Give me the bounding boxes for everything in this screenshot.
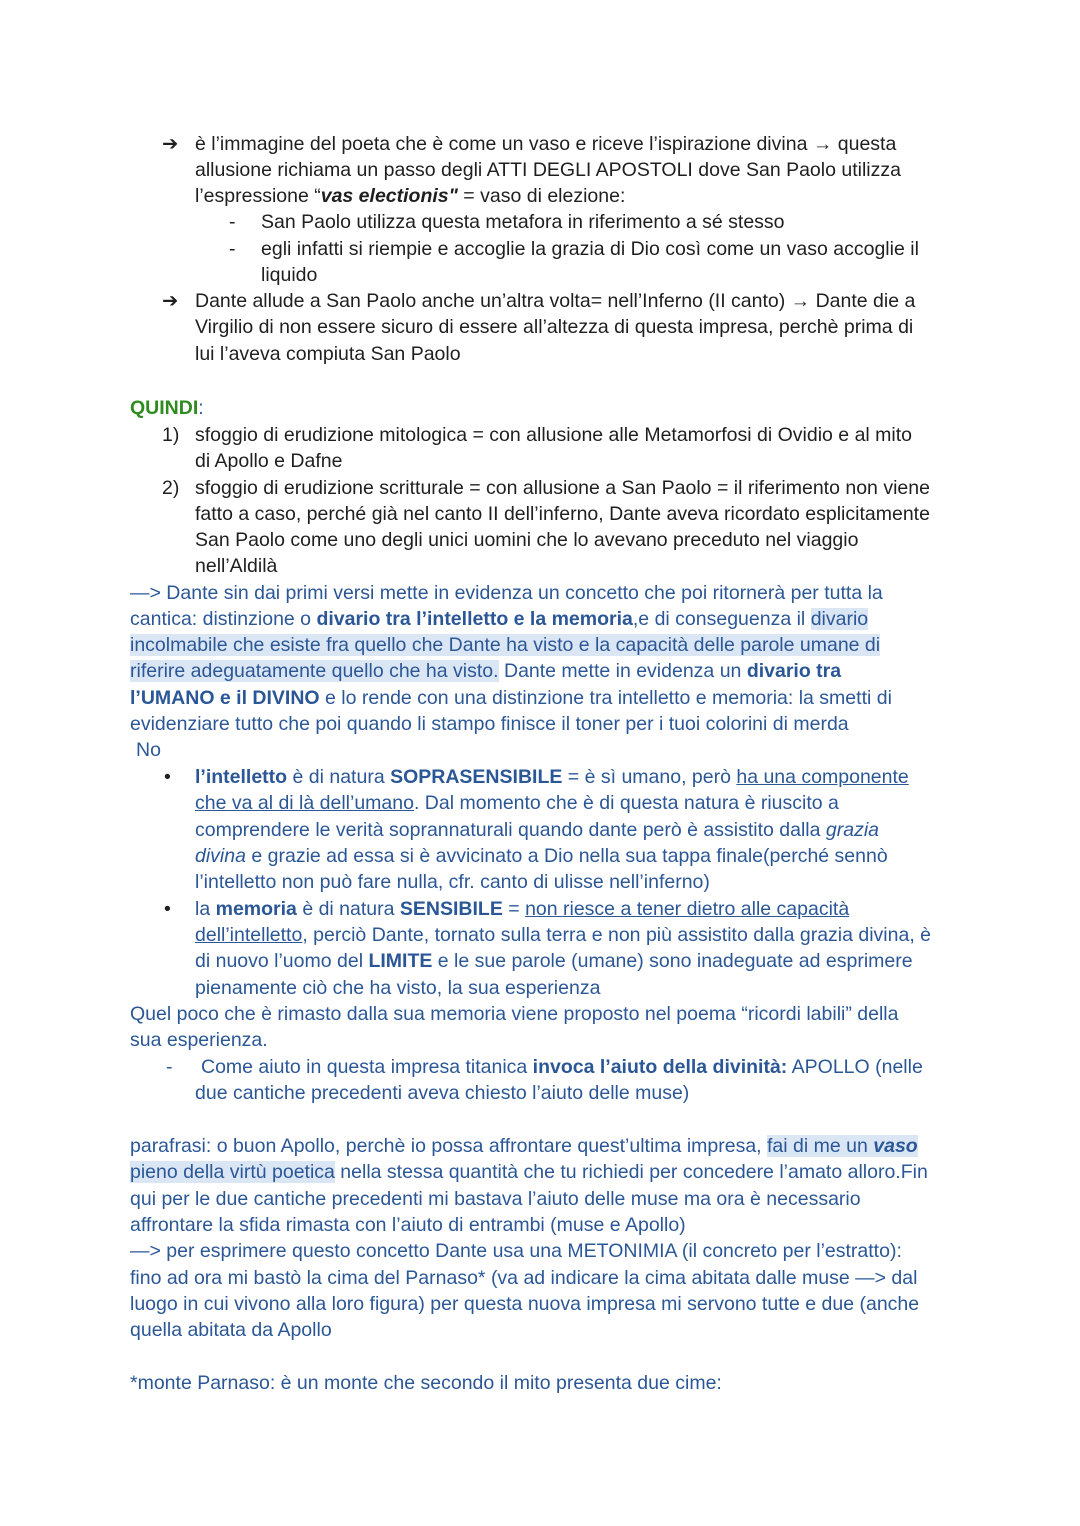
text-line: l’espressione “vas electionis" = vaso di elezione:: [195, 185, 626, 207]
footnote: *monte Parnaso: è un monte che secondo il mito presenta due cime:: [130, 1372, 722, 1394]
text-line: No: [136, 739, 161, 761]
text-line: quella abitata da Apollo: [130, 1319, 332, 1341]
text-line: fino ad ora mi bastò la cima del Parnaso* (va ad indicare la cima abitata dalle muse —> dal: [130, 1267, 918, 1289]
text-line: la memoria è di natura SENSIBILE = non riesce a tener dietro alle capacità: [195, 898, 850, 920]
dash-bullet: -: [166, 1056, 173, 1078]
text-line: fatto a caso, perché già nel canto II dell’inferno, Dante aveva ricordato esplicitamente: [195, 503, 930, 525]
text-line: l’intelletto non può fare nulla, cfr. canto di ulisse nell’inferno): [195, 871, 710, 893]
text-line: comprendere le verità soprannaturali quando dante però è assistito dalla grazia: [195, 819, 880, 841]
text-line: allusione richiama un passo degli ATTI DEGLI APOSTOLI dove San Paolo utilizza: [195, 159, 901, 181]
text-line: due cantiche precedenti aveva chiesto l’aiuto delle muse): [195, 1082, 690, 1104]
arrow-bullet-icon: ➔: [162, 290, 179, 312]
text-line: cantica: distinzione o divario tra l’intelletto e la memoria,e di conseguenza il divario: [130, 608, 869, 630]
text-line: affrontare la sfida rimasta con l’aiuto di entrambi (muse e Apollo): [130, 1214, 686, 1236]
text-line: pieno della virtù poetica nella stessa quantità che tu richiedi per concedere l’amato alloro.Fin: [130, 1161, 928, 1183]
text-line: l’UMANO e il DIVINO e lo rende con una distinzione tra intelletto e memoria: la smetti di: [130, 687, 892, 709]
text-line: dell’intelletto, perciò Dante, tornato sulla terra e non più assistito dalla grazia divina, è: [195, 924, 932, 946]
text-line: Virgilio di non essere sicuro di essere all’altezza di questa impresa, perchè prima di: [195, 316, 914, 338]
text-line: evidenziare tutto che poi quando li stampo finisce il toner per i tuoi colorini di merda: [130, 713, 849, 735]
text-line: che va al di là dell’umano. Dal momento che è di questa natura è riuscito a: [195, 792, 839, 814]
section-heading: QUINDI:: [130, 397, 204, 419]
text-line: Come aiuto in questa impresa titanica invoca l’aiuto della divinità: APOLLO (nelle: [201, 1056, 923, 1078]
text-line: luogo in cui vivono alla loro figura) per questa nuova impresa mi servono tutte e due (anche: [130, 1293, 920, 1315]
text-line: di Apollo e Dafne: [195, 450, 343, 472]
text-line: —> per esprimere questo concetto Dante usa una METONIMIA (il concreto per l’estratto):: [130, 1240, 902, 1262]
dot-bullet: •: [164, 766, 171, 788]
text-line: —> Dante sin dai primi versi mette in evidenza un concetto che poi ritornerà per tutta la: [130, 582, 883, 604]
text-line: riferire adeguatamente quello che ha visto. Dante mette in evidenza un divario tra: [130, 660, 842, 682]
text-line: nell’Aldilà: [195, 555, 278, 577]
text-line: è l’immagine del poeta che è come un vaso e riceve l’ispirazione divina → questa: [195, 133, 897, 155]
text-line: divina e grazie ad essa si è avvicinato a Dio nella sua tappa finale(perché sennò: [195, 845, 888, 867]
text-line: qui per le due cantiche precedenti mi bastava l’aiuto delle muse ma ora è necessario: [130, 1188, 861, 1210]
text-line: lui l’aveva compiuta San Paolo: [195, 343, 461, 365]
list-number: 2): [162, 477, 180, 499]
text-line: egli infatti si riempie e accoglie la grazia di Dio così come un vaso accoglie il: [261, 238, 919, 260]
dash-bullet: -: [229, 211, 236, 233]
text-line: San Paolo utilizza questa metafora in riferimento a sé stesso: [261, 211, 785, 233]
text-line: liquido: [261, 264, 318, 286]
text-line: l’intelletto è di natura SOPRASENSIBILE = è sì umano, però ha una componente: [195, 766, 909, 788]
arrow-bullet-icon: ➔: [162, 133, 179, 155]
text-line: parafrasi: o buon Apollo, perchè io possa affrontare quest’ultima impresa, fai di me un vaso: [130, 1135, 918, 1157]
text-line: San Paolo come uno degli unici uomini che lo avevano preceduto nel viaggio: [195, 529, 859, 551]
text-line: Quel poco che è rimasto dalla sua memoria viene proposto nel poema “ricordi labili” della: [130, 1003, 899, 1025]
dot-bullet: •: [164, 898, 171, 920]
text-line: sfoggio di erudizione scritturale = con allusione a San Paolo = il riferimento non viene: [195, 477, 930, 499]
text-line: sua esperienza.: [130, 1029, 268, 1051]
text-line: sfoggio di erudizione mitologica = con allusione alle Metamorfosi di Ovidio e al mito: [195, 424, 912, 446]
text-line: incolmabile che esiste fra quello che Dante ha visto e la capacità delle parole umane di: [130, 634, 881, 656]
dash-bullet: -: [229, 238, 236, 260]
text-line: di nuovo l’uomo del LIMITE e le sue parole (umane) sono inadeguate ad esprimere: [195, 950, 913, 972]
text-line: Dante allude a San Paolo anche un’altra volta= nell’Inferno (II canto) → Dante die a: [195, 290, 916, 312]
text-line: pienamente ciò che ha visto, la sua esperienza: [195, 977, 601, 999]
list-number: 1): [162, 424, 180, 446]
